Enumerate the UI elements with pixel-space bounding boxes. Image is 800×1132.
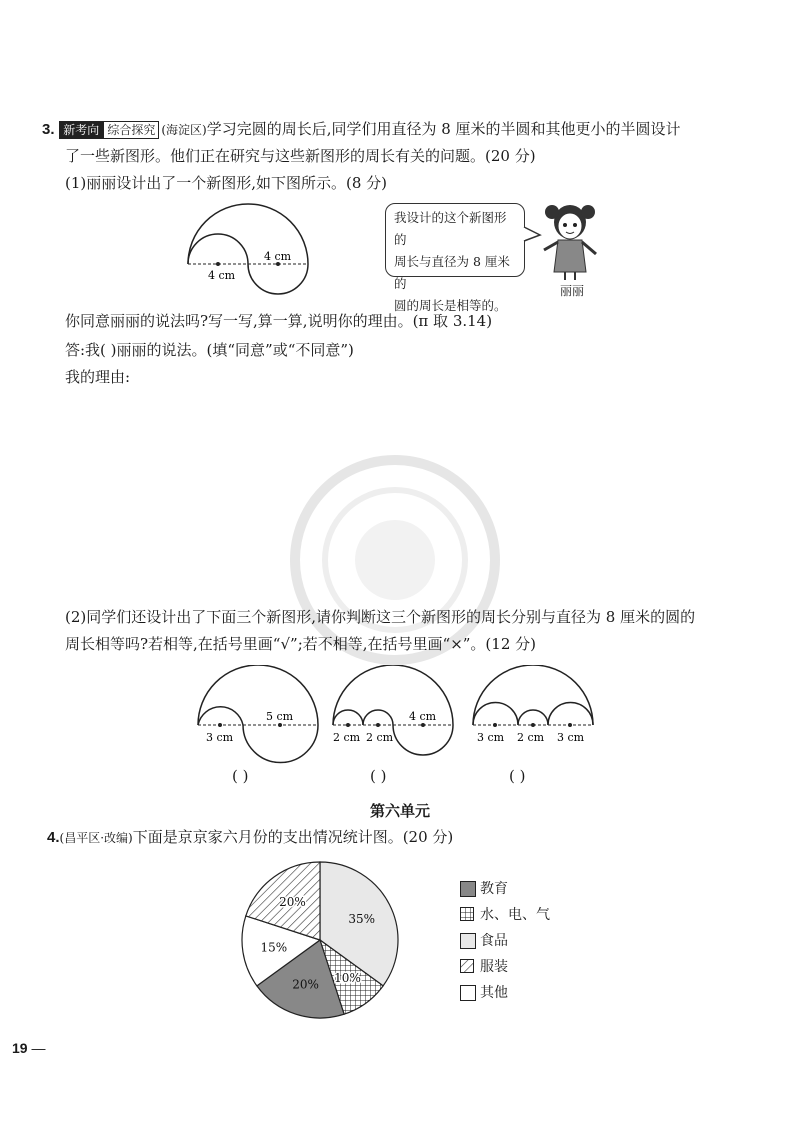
character-name: 丽丽 [560,284,585,298]
legend-item-education [460,880,560,898]
bubble-line-1: 我设计的这个新图形的 [394,210,507,247]
legend-item-clothing [460,958,560,976]
legend-swatch-clothing [460,959,474,973]
small-semicircle-bottom [248,264,308,294]
q3-part1-prompt: (1)丽丽设计出了一个新图形,如下图所示。(8 分) [65,174,388,192]
label-right: 4 cm [264,250,292,263]
q3-number: 3. [42,121,55,138]
fig-b-bottom-label-2: 2 cm [366,731,394,744]
fig-c-bottom-label-2: 2 cm [517,731,545,744]
face [558,213,582,239]
legend-label-food: 食品 [480,933,508,949]
legend-item-other [460,984,560,1002]
legend-swatch-utilities [460,907,474,921]
bun-right [581,205,595,219]
page-number-value: 19 [12,1040,28,1056]
legend-item-food [460,932,560,950]
legend-item-utilities [460,906,560,924]
page-number: 19 — [12,1040,46,1056]
fig-a-answer[interactable]: ( ) [232,767,249,785]
speech-bubble [385,203,525,313]
q4-line [47,826,453,849]
q4-district: (昌平区·改编) [59,831,133,845]
fig-c-answer[interactable]: ( ) [509,767,526,785]
fig-b-answer[interactable]: ( ) [370,767,387,785]
q3-part1-question: 你同意丽丽的说法吗?写一写,算一算,说明你的理由。(π 取 3.14) [65,312,493,330]
pie-label-4: 20% [279,895,306,910]
lili-figure [180,198,380,298]
figure-b [325,665,465,765]
q3-district: (海淀区) [161,123,207,137]
figure-a [190,665,330,765]
pie-label-0: 35% [348,911,376,926]
pie-label-3: 15% [260,940,288,955]
lili-character-icon [538,200,608,282]
legend-label-clothing: 服装 [480,959,508,975]
legend-label-utilities: 水、电、气 [480,907,550,923]
legend-swatch-other [460,985,476,1001]
q3-tag-type: 综合探究 [103,121,159,139]
figure-c [465,665,605,765]
q4-number: 4. [47,829,60,846]
q3-part1-answer-line: 答:我( )丽丽的说法。(填“同意”或“不同意”) [65,341,354,359]
q3-intro-text1: 学习完圆的周长后,同学们用直径为 8 厘米的半圆和其他更小的半圆设计 [206,120,681,138]
q3-part2-prompt-line1: (2)同学们还设计出了下面三个新图形,请你判断这三个新图形的周长分别与直径为 8 厘米的圆的 [65,608,696,626]
legend-label-education: 教育 [480,881,508,897]
small-semicircle-top [188,234,248,264]
dress [554,240,586,272]
legend-label-other: 其他 [480,985,508,1001]
fig-b-bottom-label-1: 2 cm [333,731,361,744]
q3-reason-label: 我的理由: [65,368,131,386]
center-dot-left [216,262,220,266]
q3-intro-line2: 了一些新图形。他们正在研究与这些新图形的周长有关的问题。(20 分) [65,147,536,165]
arm-right [582,242,596,254]
fig-a-top-label: 5 cm [266,710,294,723]
q4-prompt: 下面是京京家六月份的支出情况统计图。(20 分) [132,828,454,846]
section-title: 第六单元 [369,802,430,820]
pie-label-1: 10% [334,970,361,985]
fig-b-top-label: 4 cm [409,710,437,723]
bun-left [545,205,559,219]
legend-swatch-food [460,933,476,949]
q3-intro-line1 [42,118,681,141]
pie-label-2: 20% [292,977,319,992]
bubble-line-3: 圆的周长是相等的。 [394,298,507,313]
pie-chart [230,850,430,1030]
bubble-line-2: 周长与直径为 8 厘米的 [394,254,510,291]
q3-part2-prompt-line2: 周长相等吗?若相等,在括号里画“√”;若不相等,在括号里画“×”。(12 分) [65,635,536,653]
arm-left [544,242,558,250]
fig-a-bottom-label: 3 cm [206,731,234,744]
legend-swatch-education [460,881,476,897]
fig-c-bottom-label-1: 3 cm [477,731,505,744]
fig-c-bottom-label-3: 3 cm [557,731,585,744]
label-left: 4 cm [208,269,236,282]
q3-tag-new: 新考向 [59,121,103,139]
